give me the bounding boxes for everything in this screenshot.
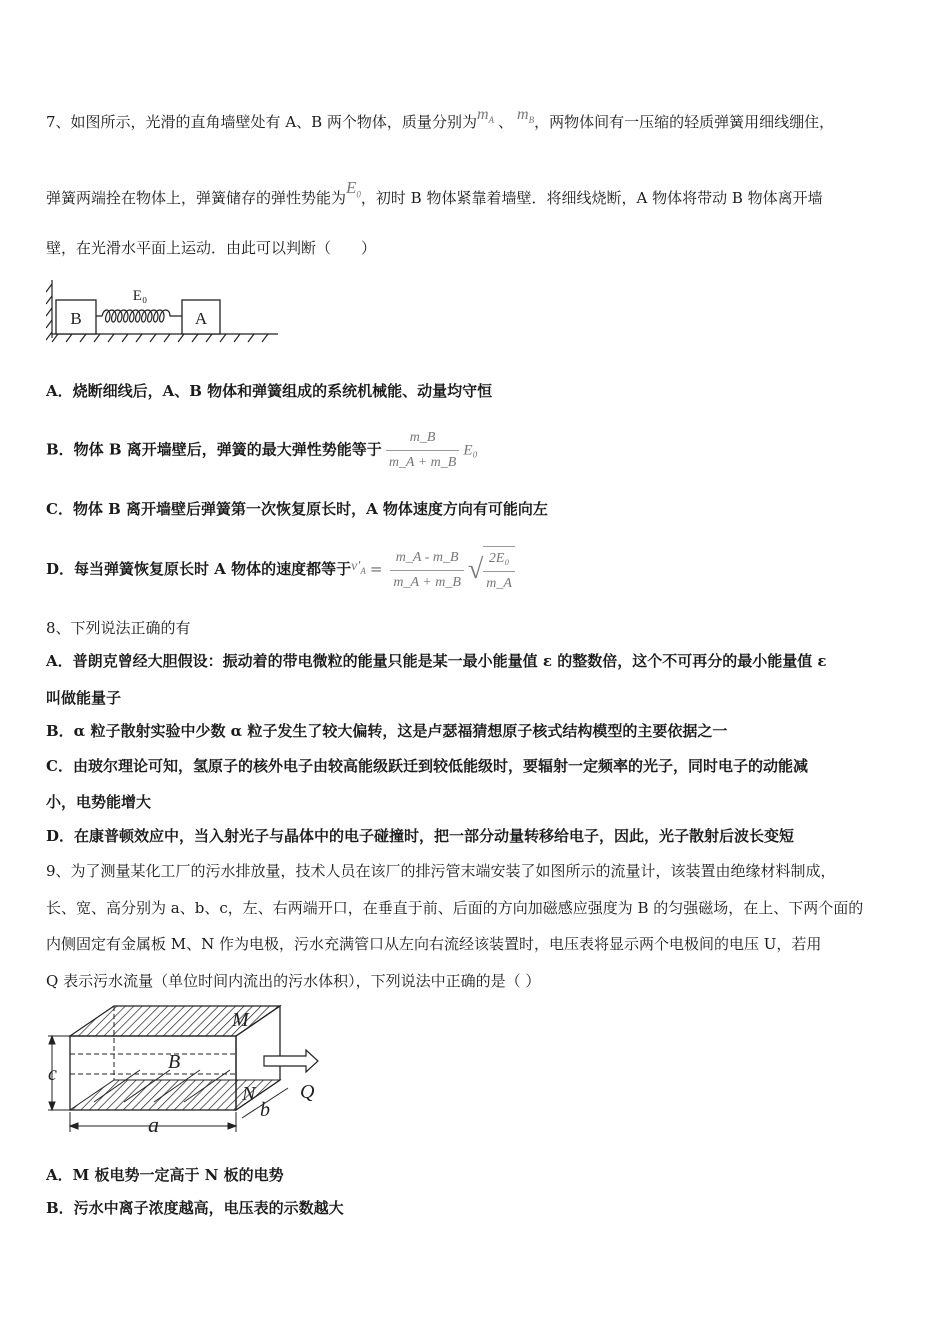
label-n: N <box>242 1083 256 1105</box>
q7-option-c: C．物体 B 离开墙壁后弹簧第一次恢复原长时，A 物体速度方向有可能向左 <box>46 500 548 518</box>
label-q: Q <box>300 1081 315 1103</box>
block-a-label: A <box>194 309 208 328</box>
q9-line-1: 9、为了测量某化工厂的污水排放量，技术人员在该厂的排污管末端安装了如图所示的流量计，该装置由绝缘材料制成， <box>46 862 836 880</box>
q7-option-a: A．烧断细线后，A、B 物体和弹簧组成的系统机械能、动量均守恒 <box>46 382 493 400</box>
energy-e0-symbol: $E_0$ <box>346 178 361 200</box>
q9-option-b: B．污水中离子浓度越高，电压表的示数越大 <box>46 1199 344 1217</box>
label-b-dim: b <box>260 1099 270 1121</box>
label-b-field: B <box>168 1051 181 1073</box>
sqrt-sign: √ <box>467 554 484 585</box>
mass-b-symbol: $m_B$ <box>517 106 535 126</box>
q8-option-b: B．α 粒子散射实验中少数 α 粒子发生了较大偏转，这是卢瑟福猜想原子核式结构模型的主要依据之一 <box>46 722 728 740</box>
block-b-label: B <box>70 309 82 328</box>
q7-line-3: 壁，在光滑水平面上运动．由此可以判断（ ） <box>46 239 377 257</box>
label-m: M <box>232 1009 249 1031</box>
q7-line-1: 7、如图所示，光滑的直角墙壁处有 A、B 两个物体，质量分别为$m_A$ 、 $m_B$，两物体间有一压缩的轻质弹簧用细线绷住， <box>46 106 835 131</box>
q9-option-a: A．M 板电势一定高于 N 板的电势 <box>46 1166 284 1184</box>
q8-option-c-line-1: C．由玻尔理论可知，氢原子的核外电子由较高能级跃迁到较低能级时，要辐射一定频率的光子，同时电子的动能减 <box>46 757 808 775</box>
flowmeter-figure <box>44 1002 334 1136</box>
q7-option-d: D．每当弹簧恢复原长时 A 物体的速度都等于$v'_A$ = $\frac{m\_A - m\_B}{m\_A + m\_B}$ √ $\frac{\text{2E₀}}{m\_A}$ <box>46 546 519 594</box>
q7-option-b: B．物体 B 离开墙壁后，弹簧的最大弹性势能等于 $\frac{m\_B}{m\_A + m\_B}$ E₀ <box>46 428 478 473</box>
q8-option-c-line-2: 小，电势能增大 <box>46 793 152 811</box>
fraction-diff-over-sum: $\frac{m\_A - m\_B}{m\_A + m\_B}$ <box>390 548 464 593</box>
mass-a-symbol: $m_A$ <box>476 106 495 126</box>
label-c: c <box>48 1063 57 1085</box>
q8-option-d: D．在康普顿效应中，当入射光子与晶体中的电子碰撞时，把一部分动量转移给电子，因此，光子散射后波长变短 <box>46 827 795 845</box>
spring <box>96 310 182 322</box>
spring-block-figure <box>46 276 286 352</box>
q9-line-3: 内侧固定有金属板 M、N 作为电极，污水充满管口从左向右流经该装置时，电压表将显示两个电极间的电压 U，若用 <box>46 935 822 953</box>
wall-hatch <box>46 280 52 340</box>
fraction-mb-over-sum: $\frac{m\_B}{m\_A + m\_B}$ <box>386 428 460 473</box>
q8-option-a-line-1: A．普朗克曾经大胆假设：振动着的带电微粒的能量只能是某一最小能量值 ε 的整数倍，这个不可再分的最小能量值 ε <box>46 652 827 670</box>
spring-energy-label: E₀ <box>132 288 148 304</box>
fraction-sqrt-inner: $\frac{\text{2E₀}}{m\_A}$ <box>483 546 515 594</box>
q9-line-2: 长、宽、高分别为 a、b、c，左、右两端开口，在垂直于前、后面的方向加磁感应强度为 B 的匀强磁场，在上、下两个面的 <box>46 899 864 917</box>
flow-arrow <box>264 1050 318 1072</box>
q7-line-2: 弹簧两端拴在物体上，弹簧储存的弹性势能为$E_0$，初时 B 物体紧靠着墙壁．将细线烧断，A 物体将带动 B 物体离开墙 <box>46 178 823 207</box>
q8-title: 8、下列说法正确的有 <box>46 619 191 637</box>
q9-line-4: Q 表示污水流量（单位时间内流出的污水体积），下列说法中正确的是（ ） <box>46 972 541 990</box>
label-a: a <box>148 1112 159 1136</box>
floor-hatch <box>52 334 278 342</box>
q8-option-a-line-2: 叫做能量子 <box>46 689 122 707</box>
